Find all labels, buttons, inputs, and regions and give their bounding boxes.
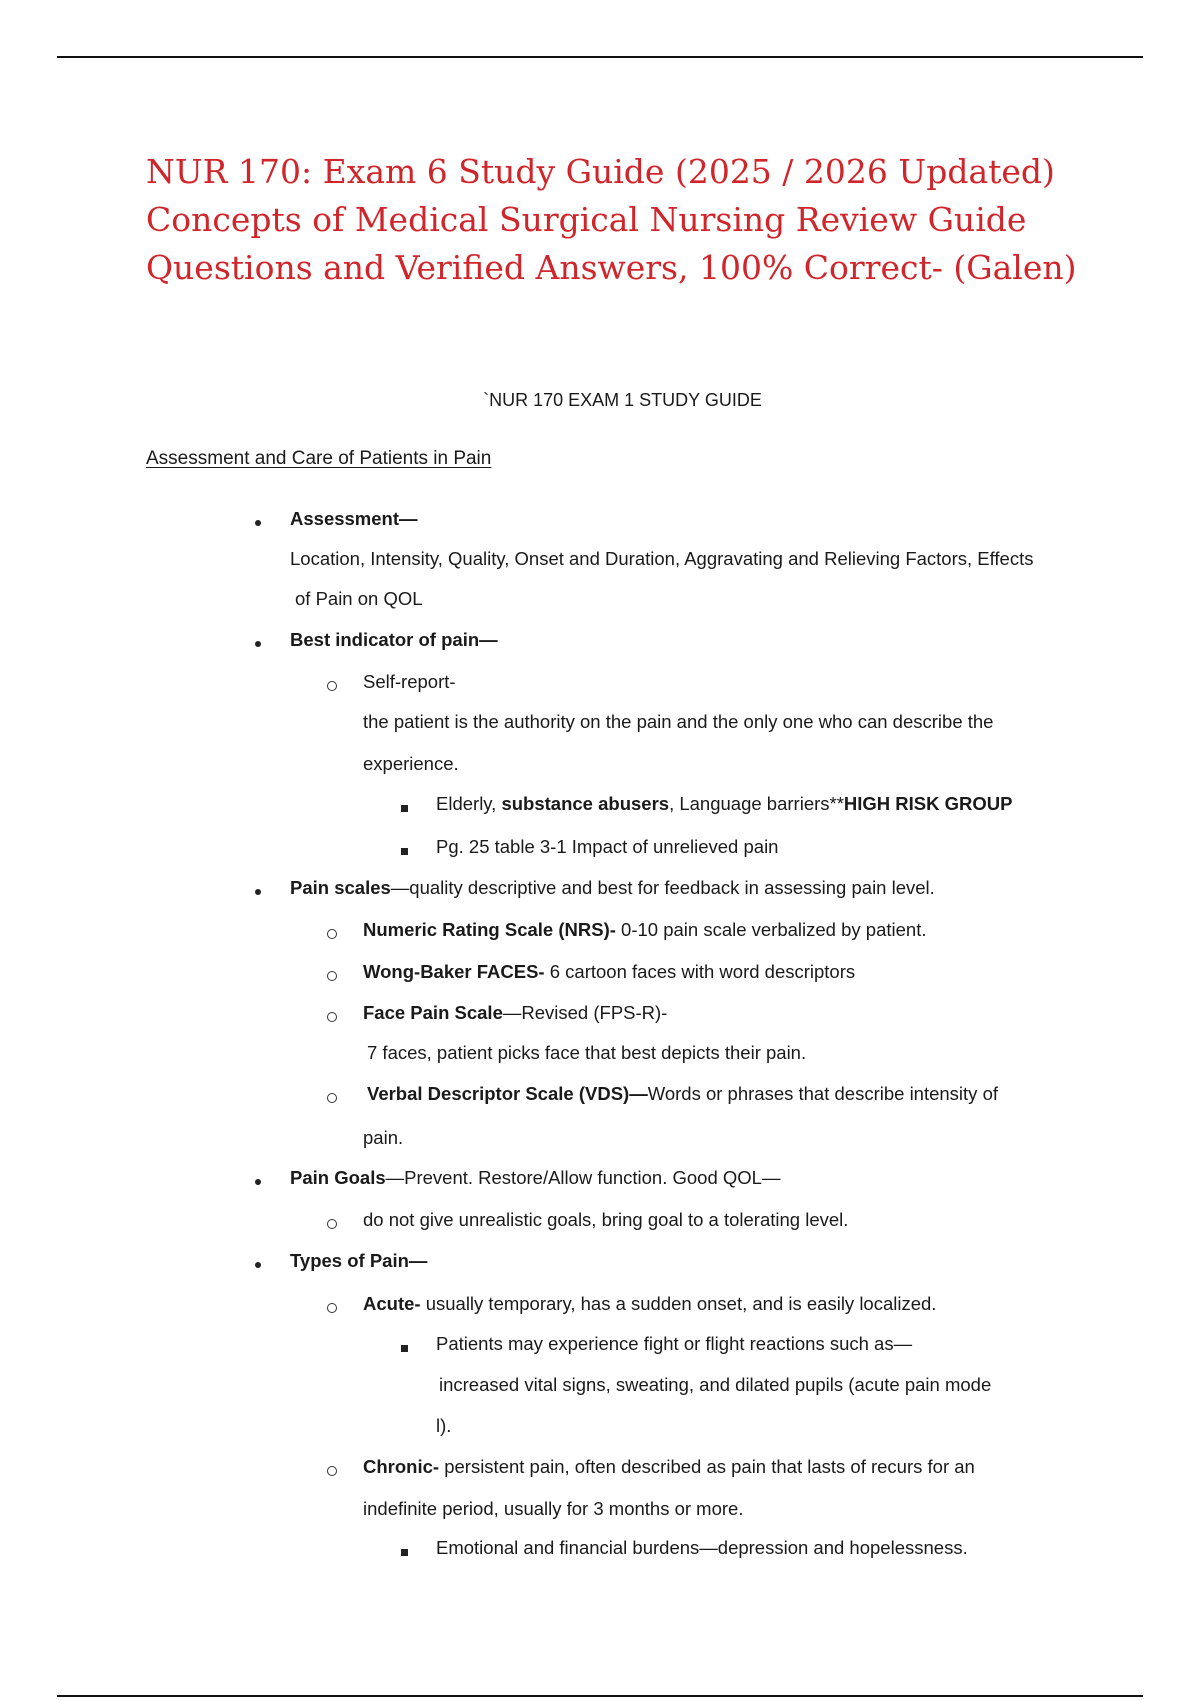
best-indicator-label: Best indicator of pain— <box>290 629 498 650</box>
acute-sub-1: Patients may experience fight or flight reactions such as— <box>436 1333 913 1354</box>
chronic-text-2: indefinite period, usually for 3 months or more. <box>363 1498 744 1519</box>
circle-bullet-icon <box>326 674 338 696</box>
pain-scales-line: Pain scales—quality descriptive and best for feedback in assessing pain level. <box>290 877 935 898</box>
square-bullet-icon <box>398 1336 410 1358</box>
wong-baker-line: Wong-Baker FACES- 6 cartoon faces with word descriptors <box>363 961 856 982</box>
square-bullet-icon <box>398 796 410 818</box>
circle-bullet-icon <box>326 1212 338 1234</box>
bottom-rule <box>57 1695 1143 1697</box>
self-report-label: Self-report- <box>363 671 456 692</box>
vds-line: Verbal Descriptor Scale (VDS)—Words or phrases that describe intensity of <box>367 1083 999 1104</box>
self-report-text-1: the patient is the authority on the pain and the only one who can describe the <box>363 711 994 732</box>
circle-bullet-icon <box>326 1296 338 1318</box>
section-heading: Assessment and Care of Patients in Pain <box>146 448 492 469</box>
chronic-line: Chronic- persistent pain, often described as pain that lasts of recurs for an <box>363 1456 975 1477</box>
circle-bullet-icon <box>326 922 338 944</box>
acute-sub-3: l). <box>436 1415 452 1436</box>
circle-bullet-icon <box>326 964 338 986</box>
acute-sub-2: increased vital signs, sweating, and dilated pupils (acute pain mode <box>439 1374 992 1395</box>
square-bullet-icon <box>398 839 410 861</box>
circle-bullet-icon <box>326 1005 338 1027</box>
pain-goals-sub: do not give unrealistic goals, bring goal to a tolerating level. <box>363 1209 849 1230</box>
top-rule <box>57 56 1143 58</box>
chronic-sub: Emotional and financial burdens—depression and hopelessness. <box>436 1537 968 1558</box>
bullet-icon <box>252 632 264 654</box>
pain-goals-line: Pain Goals—Prevent. Restore/Allow function. Good QOL— <box>290 1167 781 1188</box>
assessment-text-2: of Pain on QOL <box>295 588 423 609</box>
bullet-icon <box>252 880 264 902</box>
title-line-2: Concepts of Medical Surgical Nursing Review Guide <box>146 200 1027 239</box>
fps-text-2: 7 faces, patient picks face that best depicts their pain. <box>367 1042 807 1063</box>
title-line-1: NUR 170: Exam 6 Study Guide (2025 / 2026 Updated) <box>146 152 1055 191</box>
document-title <box>146 148 1146 292</box>
square-bullet-icon <box>398 1540 410 1562</box>
bullet-icon <box>252 511 264 533</box>
types-of-pain-label: Types of Pain— <box>290 1250 428 1271</box>
bullet-icon <box>252 1253 264 1275</box>
self-report-text-2: experience. <box>363 753 459 774</box>
fps-line: Face Pain Scale—Revised (FPS-R)- <box>363 1002 668 1023</box>
circle-bullet-icon <box>326 1459 338 1481</box>
acute-line: Acute- usually temporary, has a sudden onset, and is easily localized. <box>363 1293 937 1314</box>
circle-bullet-icon <box>326 1086 338 1108</box>
nrs-line: Numeric Rating Scale (NRS)- 0-10 pain scale verbalized by patient. <box>363 919 927 940</box>
bullet-icon <box>252 1170 264 1192</box>
high-risk-line: Elderly, substance abusers, Language barriers**HIGH RISK GROUP <box>436 793 1013 814</box>
vds-text-2: pain. <box>363 1127 404 1148</box>
assessment-label: Assessment— <box>290 508 418 529</box>
subheading: `NUR 170 EXAM 1 STUDY GUIDE <box>483 390 762 410</box>
assessment-text-1: Location, Intensity, Quality, Onset and Duration, Aggravating and Relieving Factors, Effects <box>290 548 1034 569</box>
title-line-3: Questions and Verified Answers, 100% Correct- (Galen) <box>146 248 1077 287</box>
table-reference: Pg. 25 table 3-1 Impact of unrelieved pain <box>436 836 779 857</box>
